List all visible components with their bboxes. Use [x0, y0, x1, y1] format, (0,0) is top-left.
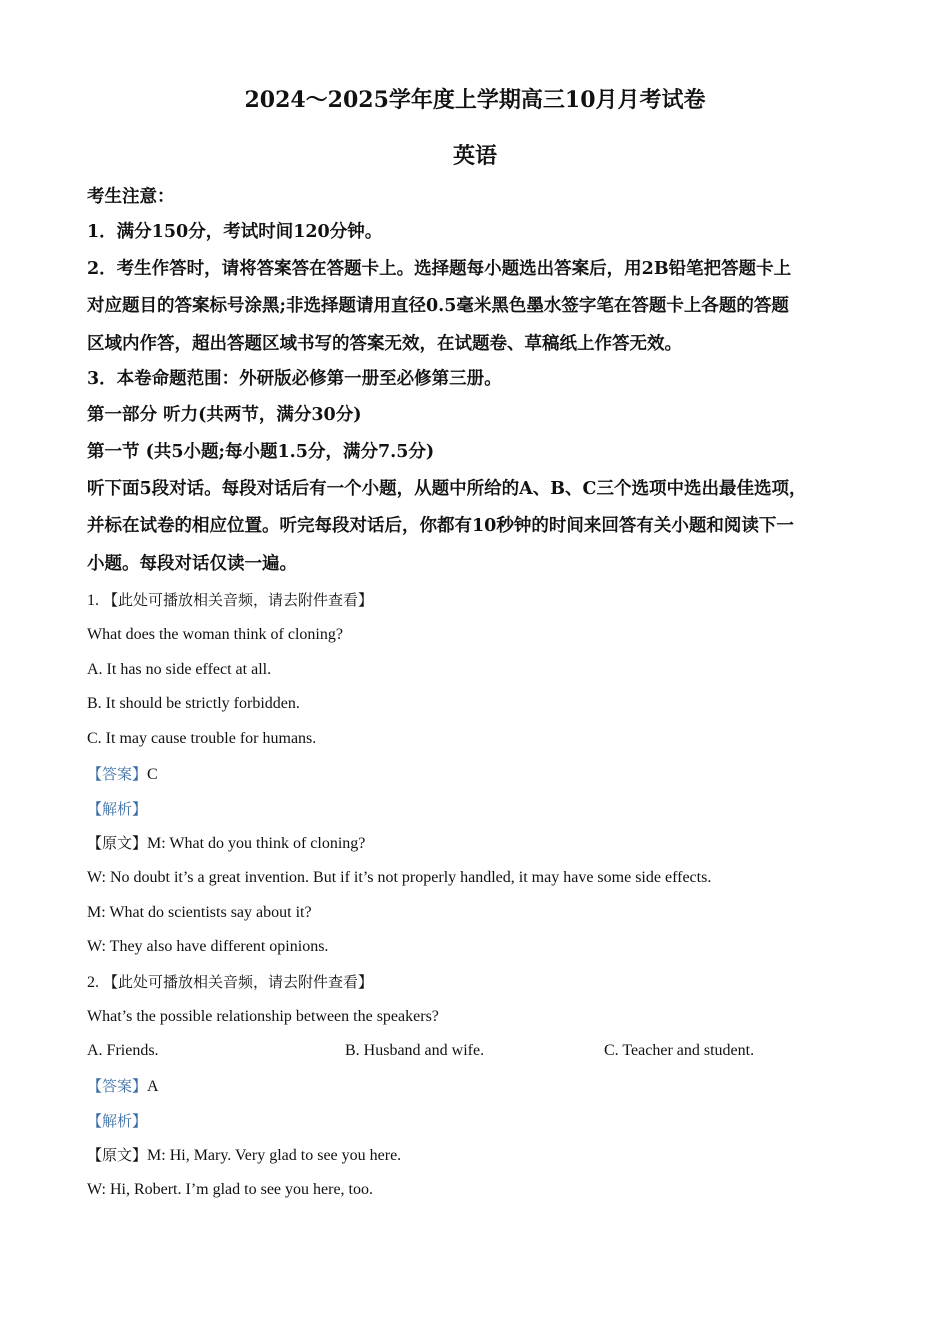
q1-number: 1. — [87, 592, 99, 609]
notice-item-2-line-1: 2．考生作答时，请将答案答在答题卡上。选择题每小题选出答案后，用2B铅笔把答题卡上 — [87, 259, 792, 279]
q2-option-b: B. Husband and wife. — [345, 1042, 485, 1059]
q1-option-a: A. It has no side effect at all. — [87, 661, 272, 678]
instructions-line-3: 小题。每段对话仅读一遍。 — [87, 554, 297, 574]
q1-transcript-3: M: What do scientists say about it? — [87, 904, 312, 921]
q2-answer-line — [87, 1076, 159, 1097]
notice-item-1: 1．满分150分，考试时间120分钟。 — [87, 222, 383, 242]
q1-analysis-label: 【解析】 — [87, 800, 148, 818]
q2-transcript-2: W: Hi, Robert. I’m glad to see you here, too. — [87, 1181, 373, 1198]
instructions-line-2: 并标在试卷的相应位置。听完每段对话后，你都有10秒钟的时间来回答有关小题和阅读下一 — [87, 516, 794, 536]
exam-title: 2024～2025学年度上学期高三10月月考试卷 — [244, 87, 706, 113]
q1-answer-label: 【答案】 — [87, 765, 148, 783]
q1-option-b: B. It should be strictly forbidden. — [87, 695, 300, 712]
q2-transcript-text-1: M: Hi, Mary. Very glad to see you here. — [147, 1147, 402, 1164]
q1-transcript-4: W: They also have different opinions. — [87, 938, 329, 955]
q2-audio-link[interactable]: 【此处可播放相关音频，请去附件查看】 — [103, 973, 374, 991]
q2-analysis-label: 【解析】 — [87, 1112, 148, 1130]
q2-original-label: 【原文】 — [87, 1146, 148, 1164]
q1-audio-link[interactable]: 【此处可播放相关音频，请去附件查看】 — [103, 591, 374, 609]
q2-answer-label: 【答案】 — [87, 1077, 148, 1095]
q1-original-label: 【原文】 — [87, 834, 148, 852]
q1-transcript-text-1: M: What do you think of cloning? — [147, 835, 366, 852]
q1-question: What does the woman think of cloning? — [87, 626, 343, 643]
q1-transcript-1 — [87, 833, 365, 854]
q1-audio-line — [87, 590, 373, 611]
instructions-line-1: 听下面5段对话。每段对话后有一个小题，从题中所给的A、B、C三个选项中选出最佳选项， — [87, 479, 807, 499]
notice-heading: 考生注意： — [87, 187, 175, 207]
q2-question: What’s the possible relationship between the speakers? — [87, 1008, 439, 1025]
q1-transcript-2: W: No doubt it’s a great invention. But if it’s not properly handled, it may have some side effects. — [87, 869, 712, 886]
part-heading: 第一部分 听力(共两节，满分30分) — [87, 405, 362, 425]
q1-analysis-line — [87, 799, 147, 820]
q2-option-a: A. Friends. — [87, 1042, 159, 1059]
subject-title: 英语 — [452, 143, 497, 169]
q2-analysis-line — [87, 1111, 147, 1132]
q1-option-c: C. It may cause trouble for humans. — [87, 730, 317, 747]
q2-number: 2. — [87, 974, 99, 991]
subsection-heading: 第一节 (共5小题;每小题1.5分，满分7.5分) — [87, 442, 435, 462]
notice-item-2-line-2: 对应题目的答案标号涂黑;非选择题请用直径0.5毫米黑色墨水签字笔在答题卡上各题的答题 — [87, 296, 789, 316]
q1-answer-line — [87, 764, 158, 785]
q2-transcript-1 — [87, 1145, 401, 1166]
q2-answer: A — [147, 1078, 159, 1095]
q1-answer: C — [147, 766, 158, 783]
notice-item-2-line-3: 区域内作答，超出答题区域书写的答案无效，在试题卷、草稿纸上作答无效。 — [87, 334, 682, 354]
q2-audio-line — [87, 972, 373, 993]
notice-item-3: 3．本卷命题范围：外研版必修第一册至必修第三册。 — [87, 369, 502, 389]
q2-option-c: C. Teacher and student. — [604, 1042, 755, 1059]
